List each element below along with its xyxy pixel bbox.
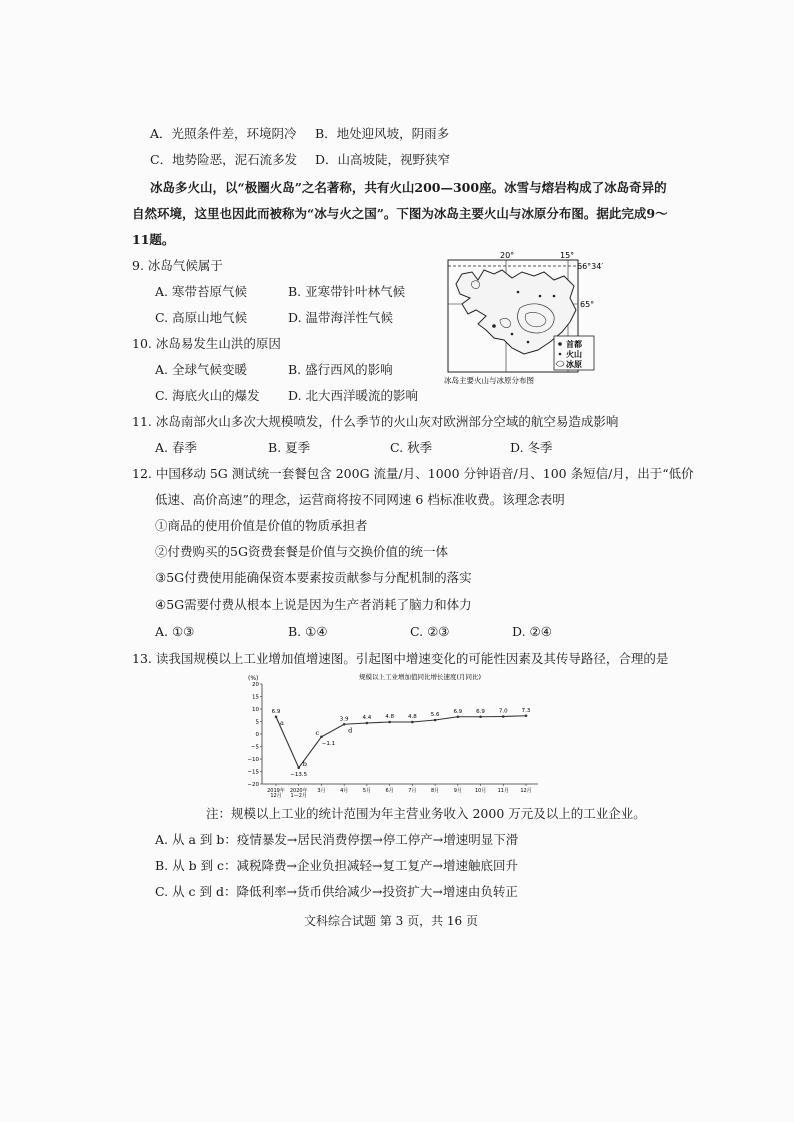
q8-option-d[interactable]: D．山高坡陡，视野狭窄 [315,152,451,167]
lon-label-15: 15° [560,251,575,260]
q8-option-b[interactable]: B．地处迎风坡，阴雨多 [315,126,450,141]
lat-label-6634: 66°34′ [577,262,604,271]
q13-stem: 13. 读我国规模以上工业增加值增速图。引起图中增速变化的可能性因素及其传导路径，合理的是 [132,651,669,666]
series-line [276,716,526,768]
map-caption: 冰岛主要火山与冰原分布图 [444,376,534,385]
q9-option-c[interactable]: C. 高原山地气候 [155,310,248,325]
x-tick-label: 2020年 [289,788,308,794]
q9-option-d[interactable]: D. 温带海洋性气候 [288,310,394,325]
data-point [411,721,414,724]
q9-stem: 9. 冰岛气候属于 [132,258,223,273]
x-tick-label: 7月 [408,788,417,794]
data-label: 6.9 [453,708,463,715]
point-letter: d [348,726,353,735]
volcano-marker [553,295,556,298]
data-label: 4.8 [385,714,395,720]
point-letter: c [315,728,320,737]
data-point [388,721,391,724]
q10-option-a[interactable]: A. 全球气候变暖 [155,362,247,377]
lon-label-20: 20° [500,251,515,260]
x-tick-label: 8月 [430,788,440,794]
q11-option-c[interactable]: C. 秋季 [390,440,433,455]
data-point [297,766,300,769]
y-tick-label: 5 [255,719,259,726]
data-label: −1.1 [321,740,336,747]
q12-statement-4: ④5G需要付费从根本上说是因为生产者消耗了脑力和体力 [155,597,472,612]
data-label: 4.8 [407,714,417,720]
q10-option-c[interactable]: C. 海底火山的爆发 [155,388,260,403]
data-point [502,715,505,718]
point-letter: a [280,718,284,727]
iceland-map [442,251,604,387]
chart-axes [262,684,538,784]
q12-statement-3: ③5G付费使用能确保资本要素按贡献参与分配机制的落实 [155,570,472,585]
data-label: 6.9 [271,708,281,715]
q12-option-b[interactable]: B. ①④ [288,624,328,639]
data-point [434,719,437,722]
q12-option-c[interactable]: C. ②③ [410,624,450,639]
x-tick-label: 10月 [474,788,487,794]
x-tick-label: 12月 [270,793,282,799]
q13-option-a[interactable]: A. 从 a 到 b：疫情暴发→居民消费停摆→停工停产→增速明显下滑 [155,832,519,847]
data-label: −13.5 [290,771,308,778]
legend-volcano-label: 火山 [566,350,582,359]
q10-option-d[interactable]: D. 北大西洋暖流的影响 [288,388,419,403]
legend-volcano-icon [559,353,562,356]
y-tick-label: 20 [252,682,259,688]
y-tick-label: −10 [247,757,259,763]
data-label: 7.3 [521,707,531,714]
x-tick-label: 3月 [317,788,326,794]
x-tick-label: 2019年 [267,788,285,794]
data-point [343,723,346,726]
intro-line-2: 自然环境，这里也因此而被称为“冰与火之国”。下图为冰岛主要火山与冰原分布图。据此完成9～ [132,206,668,221]
q12-option-a[interactable]: A. ①③ [155,624,195,639]
x-tick-label: 9月 [453,788,462,794]
x-tick-label: 4月 [340,788,349,794]
data-point [457,715,460,718]
intro-line-3: 11题。 [132,232,175,247]
data-label: 3.9 [339,716,349,723]
legend-icefield-label: 冰原 [566,360,582,369]
x-tick-label: 1—2月 [290,793,307,799]
y-tick-label: −20 [247,782,259,788]
q12-statement-2: ②付费购买的5G资费套餐是价值与交换价值的统一体 [155,544,448,559]
q11-option-d[interactable]: D. 冬季 [510,440,553,455]
capital-marker [492,324,496,328]
data-point [275,715,278,718]
data-label: 4.4 [362,715,372,721]
q11-stem: 11. 冰岛南部火山多次大规模喷发，什么季节的火山灰对欧洲部分空域的航空易造成影响 [132,414,619,429]
point-letter: b [302,759,307,768]
chart-note: 注：规模以上工业的统计范围为年主营业务收入 2000 万元及以上的工业企业。 [206,806,646,821]
x-tick-label: 6月 [385,788,394,794]
q13-option-c[interactable]: C. 从 c 到 d：降低利率→货币供给减少→投资扩大→增速由负转正 [155,884,518,899]
q8-option-c[interactable]: C．地势险恶，泥石流多发 [150,152,298,167]
volcano-marker [517,291,520,294]
data-label: 5.6 [430,712,440,718]
volcano-marker [539,295,542,298]
q12-stem-line-1: 12. 中国移动 5G 测试统一套餐包含 200G 流量/月、1000 分钟语音/月、100 条短信/月，出于“低价 [132,466,694,481]
y-tick-label: 0 [255,732,259,738]
y-tick-label: 10 [252,707,259,713]
legend-capital-icon [558,342,562,346]
chart-y-ticks [247,682,262,788]
data-point [525,714,528,717]
q12-statement-1: ①商品的使用价值是价值的物质承担者 [155,518,368,533]
q10-option-b[interactable]: B. 盛行西风的影响 [288,362,393,377]
volcano-marker [511,333,514,336]
q11-option-b[interactable]: B. 夏季 [268,440,311,455]
q12-option-d[interactable]: D. ②④ [512,624,552,639]
data-label: 7.0 [498,708,508,715]
x-tick-label: 5月 [362,788,372,794]
q13-option-b[interactable]: B. 从 b 到 c：减税降费→企业负担减轻→复工复产→增速触底回升 [155,858,518,873]
chart-ylabel: (%) [248,675,259,682]
data-point [366,722,369,725]
q9-option-a[interactable]: A. 寒带苔原气候 [155,284,247,299]
industrial-growth-chart [240,668,550,798]
volcano-marker [527,341,530,344]
q11-option-a[interactable]: A. 春季 [155,440,197,455]
q10-stem: 10. 冰岛易发生山洪的原因 [132,336,281,351]
data-point [479,715,482,718]
legend-capital-label: 首都 [566,340,582,349]
chart-points [275,714,528,769]
x-tick-label: 11月 [497,788,509,794]
q9-option-b[interactable]: B. 亚寒带针叶林气候 [288,284,406,299]
page-footer: 文科综合试题 第 3 页，共 16 页 [304,914,478,928]
data-point [320,735,323,738]
chart-x-ticks [267,784,532,799]
intro-line-1: 冰岛多火山，以“极圈火岛”之名著称，共有火山200—300座。冰雪与熔岩构成了冰岛奇异的 [150,180,667,195]
y-tick-label: 15 [252,694,259,701]
q12-stem-line-2: 低速、高价高速”的理念，运营商将按不同网速 6 档标准收费。该理念表明 [155,492,565,507]
q8-option-a[interactable]: A．光照条件差，环境阴冷 [150,126,297,141]
lat-label-65: 65° [580,300,595,309]
chart-title: 规模以上工业增加值同比增长速度(月同比) [358,673,482,681]
y-tick-label: −15 [247,769,259,776]
chart-data-labels [272,708,531,778]
data-label: 6.9 [476,708,485,715]
y-tick-label: −5 [250,744,259,751]
x-tick-label: 12月 [520,788,532,794]
